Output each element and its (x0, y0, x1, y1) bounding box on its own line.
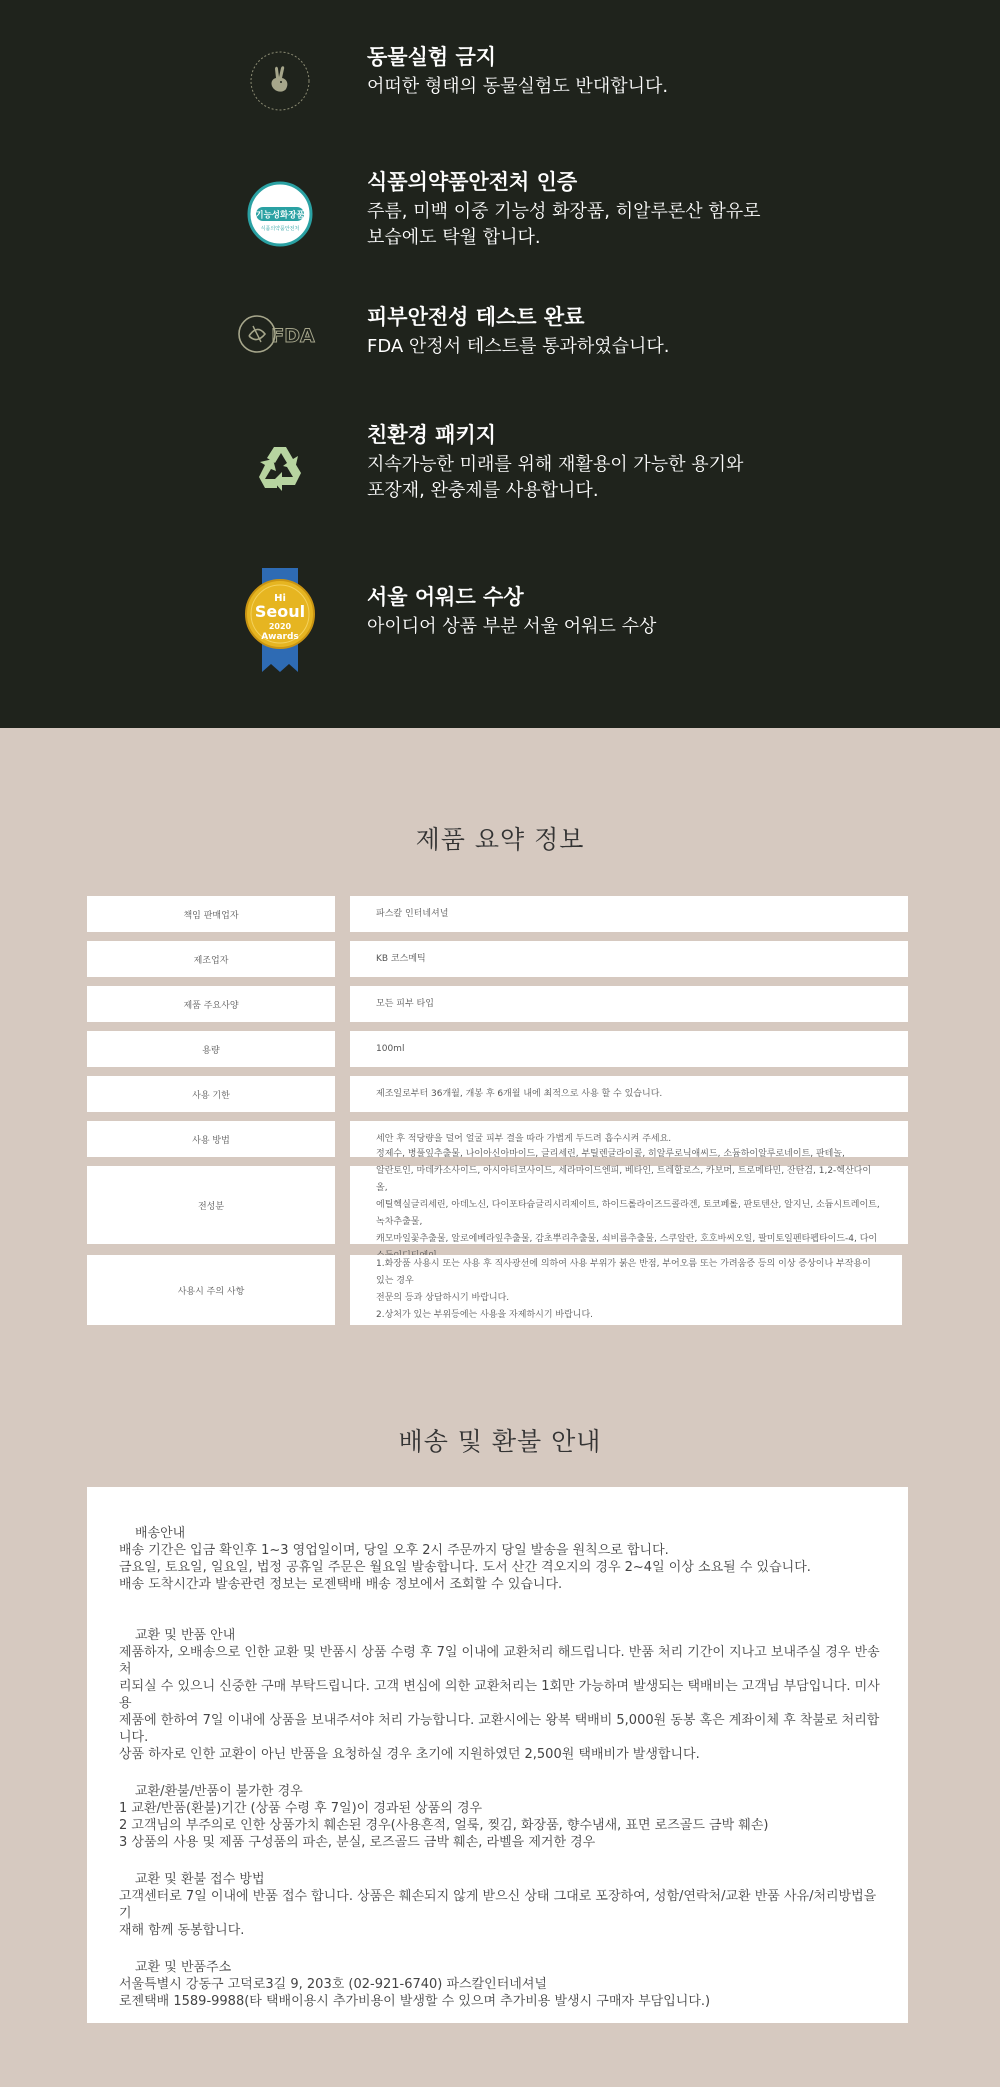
shipping-line: 로젠택배 1589-9988(타 택배이용시 추가비용이 발생할 수 있으며 추가비용 발생시 구매자 부담입니다.) (119, 1994, 711, 2009)
shipping-block (119, 1627, 880, 1763)
shipping-title: 배송 및 환불 안내 (398, 1427, 602, 1456)
shipping-info-box (87, 1487, 908, 2023)
feature-title: 동물실험 금지 (367, 45, 497, 69)
ingredients-line: 정제수, 병풀잎추출물, 나이아신아마이드, 글리세린, 부틸렌글라이콜, 히알루로닉애씨드, 소듐하이알루로네이트, 판테놀, (376, 1148, 845, 1159)
spec-label: 전성분 (87, 1166, 335, 1244)
spec-label: 제조업자 (87, 941, 335, 977)
feature-title: 식품의약품안전처 인증 (367, 170, 578, 194)
spec-row-ingredients (87, 1148, 908, 1244)
medal-seoul-text: Seoul (254, 602, 306, 621)
feature-desc: 아이디어 상품 부분 서울 어워드 수상 (367, 616, 657, 637)
shipping-refund-section (0, 1428, 1000, 2087)
recycle-icon (232, 440, 328, 498)
shipping-block (119, 1959, 880, 2010)
feature-desc: 주름, 미백 이중 기능성 화장품, 히알루론산 함유로 보습에도 탁월 합니다. (367, 201, 761, 248)
feature-desc: FDA 안정서 테스트를 통과하였습니다. (367, 336, 670, 357)
spec-value: KB 코스메틱 (350, 941, 908, 977)
ingredients-line: 에틸헥실글리세린, 아데노신, 다이포타슘글리시리제이트, 하이드롤라이즈드콜라겐, 토코페롤, 판토텐산, 알지닌, 소듐시트레이트, 녹차추출물, (376, 1199, 880, 1227)
shipping-line: 리되실 수 있으니 신중한 구매 부탁드립니다. 고객 변심에 의한 교환처리는 1회만 가능하며 발생되는 택배비는 고객님 부담입니다. 미사용 (119, 1679, 880, 1711)
rabbit-cruelty-free-icon (232, 46, 328, 116)
spec-value: 모든 피부 타입 (350, 986, 908, 1022)
shipping-line: 3 상품의 사용 및 제품 구성품의 파손, 분실, 로즈골드 금박 훼손, 라벨을 제거한 경우 (119, 1835, 596, 1850)
precaution-line: 전문의 등과 상담하시기 바랍니다. (376, 1293, 510, 1303)
fda-text: FDA (271, 325, 315, 347)
spec-row-precautions (87, 1255, 908, 1325)
badge-subtext: 식품의약품안전처 (260, 226, 300, 232)
spec-label: 제품 주요사양 (87, 986, 335, 1022)
shipping-block-heading: 교환/환불/반품이 불가한 경우 (135, 1784, 303, 1799)
ingredients-line: 캐모마일꽃추출물, 알로에베라잎추출물, 감초뿌리추출물, 쇠비름추출물, 스쿠알란, 호호바씨오일, 팔미토일펜타펩타이드-4, 다이 (376, 1233, 878, 1244)
shipping-line: 재해 함께 동봉합니다. (119, 1923, 245, 1938)
spec-label: 책임 판매업자 (87, 896, 335, 932)
shipping-line: 상품 하자로 인한 교환이 아닌 반품을 요청하실 경우 초기에 지원하였던 2,500원 택배비가 발생합니다. (119, 1747, 700, 1762)
shipping-line: 제품에 한하여 7일 이내에 상품을 보내주셔야 처리 가능합니다. 교환시에는 왕복 택배비 5,000원 동봉 혹은 계좌이체 후 착불로 처리합니다. (119, 1713, 880, 1745)
shipping-line: 1 교환/반품(환불)기간 (상품 수령 후 7일)이 경과된 상품의 경우 (119, 1801, 483, 1816)
features-section (0, 0, 1000, 728)
shipping-block-heading: 배송안내 (135, 1526, 186, 1541)
spec-row (87, 986, 908, 1022)
shipping-line: 배송 기간은 입금 확인후 1~3 영업일이며, 당일 오후 2시 주문까지 당일 발송을 원칙으로 합니다. (119, 1543, 669, 1558)
precautions-value (350, 1255, 902, 1325)
product-summary-section (0, 728, 1000, 1428)
feature-title: 피부안전성 테스트 완료 (367, 305, 585, 329)
medal-awards-text: Awards (261, 632, 299, 642)
feature-title: 친환경 패키지 (367, 423, 497, 447)
spec-value: 제조일로부터 36개월, 개봉 후 6개월 내에 최적으로 사용 할 수 있습니다. (350, 1076, 908, 1112)
shipping-line: 배송 도착시간과 발송관련 정보는 로젠택배 배송 정보에서 조회할 수 있습니다. (119, 1577, 563, 1592)
feature-desc: 어떠한 형태의 동물실험도 반대합니다. (367, 76, 669, 97)
shipping-line: 서울특별시 강동구 고덕로3길 9, 203호 (02-921-6740) 파스칼인터네셔널 (119, 1977, 547, 1992)
medal-hi-text: Hi (274, 593, 286, 604)
shipping-line: 제품하자, 오배송으로 인한 교환 및 반품시 상품 수령 후 7일 이내에 교환처리 해드립니다. 반품 처리 기간이 지나고 보내주실 경우 반송 처 (119, 1645, 880, 1677)
spec-row (87, 896, 908, 932)
spec-row (87, 1076, 908, 1112)
seoul-award-medal-icon (232, 568, 328, 674)
ingredients-line: 알란토인, 마데카소사이드, 아시아티코사이드, 세라마이드엔피, 베타인, 트레할로스, 카보머, 트로메타민, 잔탄검, 1,2-헥산다이올, (376, 1165, 872, 1193)
shipping-block (119, 1525, 880, 1593)
shipping-line: 고객센터로 7일 이내에 반품 접수 합니다. 상품은 훼손되지 않게 받으신 상태 그대로 포장하여, 성함/연락처/교환 반품 사유/처리방법을 기 (119, 1889, 877, 1921)
fda-logo-icon (232, 302, 328, 366)
spec-label: 사용시 주의 사항 (87, 1255, 335, 1325)
functional-cosmetics-badge-icon (232, 177, 328, 251)
feature-desc: 지속가능한 미래를 위해 재활용이 가능한 용기와 포장재, 완충제를 사용합니다. (367, 454, 744, 501)
spec-label: 용량 (87, 1031, 335, 1067)
shipping-block-heading: 교환 및 환불 접수 방법 (135, 1872, 265, 1887)
badge-text: 기능성화장품 (255, 210, 305, 221)
spec-value: 세안 후 적당량을 덜어 얼굴 피부 결을 따라 가볍게 두드려 흡수시켜 주세요. (350, 1121, 908, 1157)
shipping-block-heading: 교환 및 반품 안내 (135, 1628, 236, 1643)
shipping-block (119, 1871, 880, 1939)
spec-value: 파스칼 인터네셔널 (350, 896, 908, 932)
summary-title: 제품 요약 정보 (415, 825, 585, 854)
medal-year-text: 2020 (268, 622, 292, 631)
ingredients-value (350, 1148, 908, 1244)
spec-row (87, 941, 908, 977)
precaution-line: 2.상처가 있는 부위등에는 사용을 자제하시기 바랍니다. (376, 1310, 594, 1320)
precaution-line: 1.화장품 사용시 또는 사용 후 직사광선에 의하여 사용 부위가 붉은 반점, 부어오름 또는 가려움증 등의 이상 증상이나 부작용이 있는 경우 (376, 1259, 871, 1286)
spec-value: 100ml (350, 1031, 908, 1067)
shipping-block-heading: 교환 및 반품주소 (135, 1960, 232, 1975)
feature-title: 서울 어워드 수상 (367, 585, 524, 609)
spec-label: 사용 방법 (87, 1121, 335, 1157)
shipping-line: 2 고객님의 부주의로 인한 상품가치 훼손된 경우(사용흔적, 얼룩, 찢김, 화장품, 향수냄새, 표면 로즈골드 금박 훼손) (119, 1818, 769, 1833)
shipping-block (119, 1783, 880, 1851)
shipping-line: 금요일, 토요일, 일요일, 법정 공휴일 주문은 월요일 발송합니다. 도서 산간 격오지의 경우 2~4일 이상 소요될 수 있습니다. (119, 1560, 811, 1575)
spec-row (87, 1031, 908, 1067)
spec-label: 사용 기한 (87, 1076, 335, 1112)
